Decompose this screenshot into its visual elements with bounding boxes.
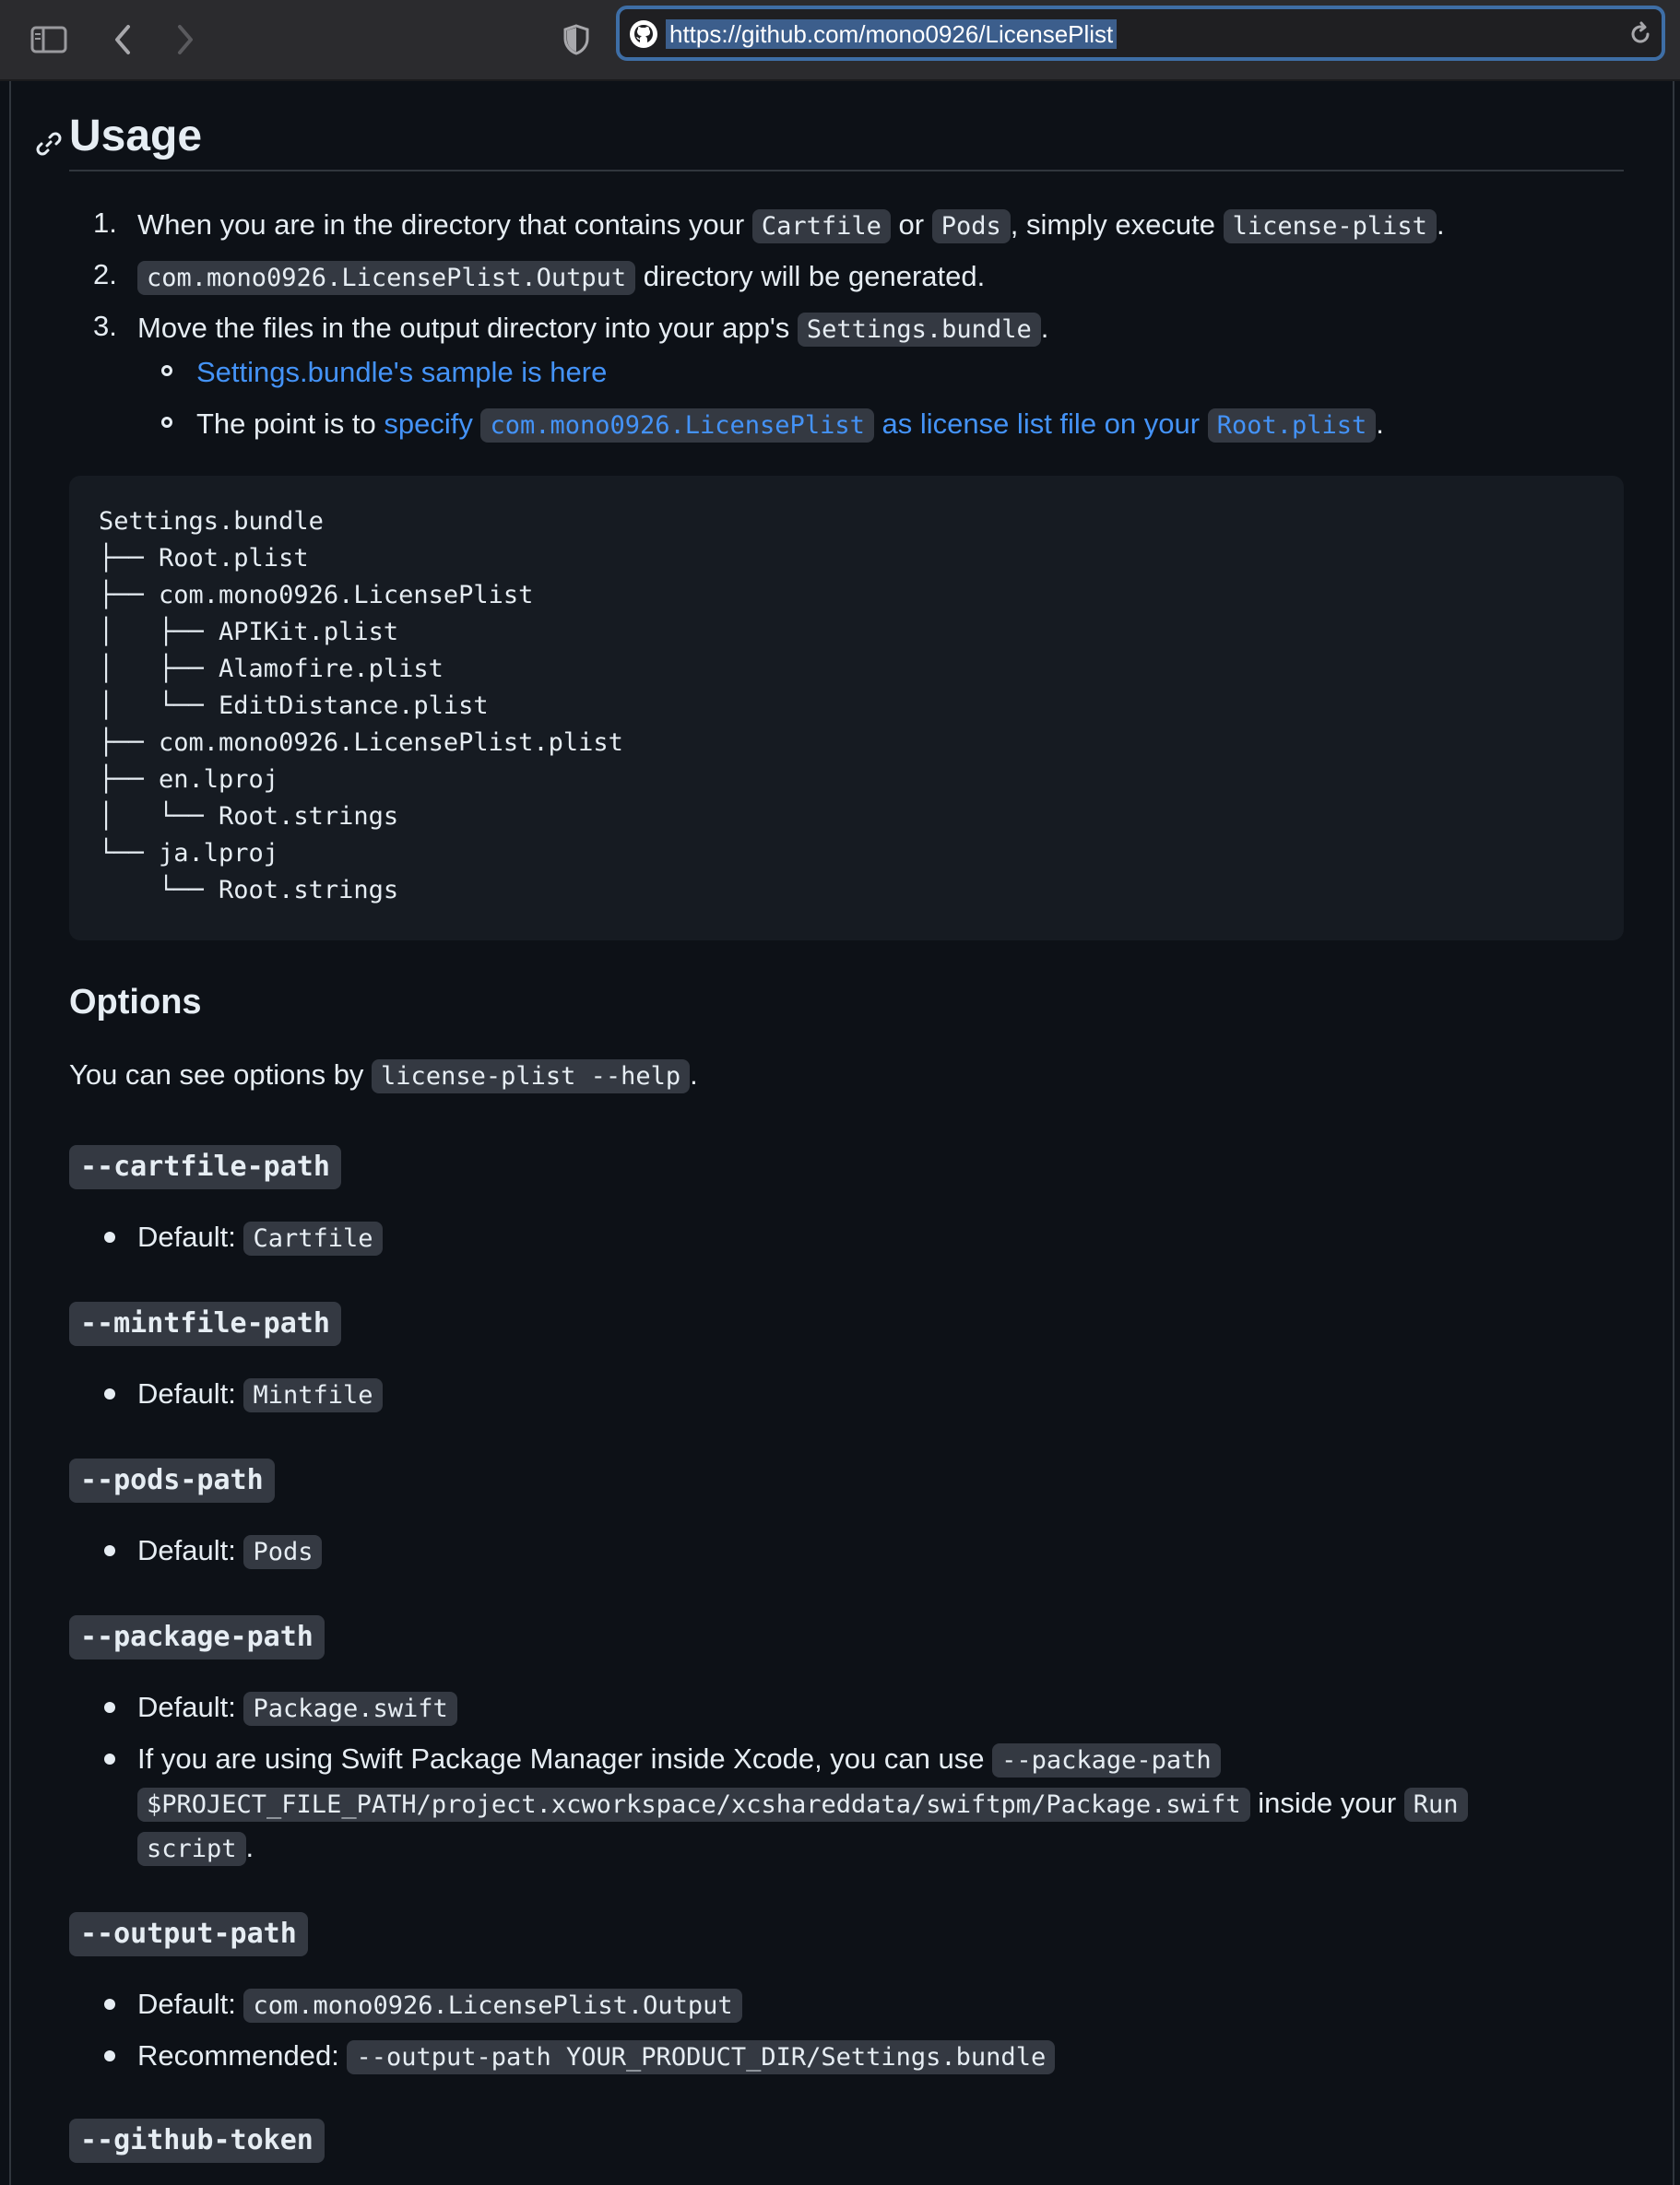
license-list-link[interactable]: as license list file on your bbox=[881, 407, 1201, 440]
inline-code-link[interactable]: Root.plist bbox=[1208, 408, 1377, 443]
inline-code: --output-path YOUR_PRODUCT_DIR/Settings.bundle bbox=[347, 2040, 1055, 2074]
inline-code: $PROJECT_FILE_PATH/project.xcworkspace/xcshareddata/swiftpm/Package.swift bbox=[137, 1788, 1250, 1822]
usage-step-3: Move the files in the output directory into your app's Settings.bundle . bbox=[137, 310, 1048, 348]
inline-code: Settings.bundle bbox=[798, 313, 1041, 347]
bullet bbox=[104, 2050, 115, 2061]
url-text[interactable]: https://github.com/mono0926/LicensePlist bbox=[666, 19, 1117, 49]
options-intro: You can see options by license-plist --help . bbox=[69, 1057, 698, 1095]
bullet bbox=[104, 1754, 115, 1765]
bullet bbox=[104, 1702, 115, 1713]
code-block bbox=[69, 476, 1624, 940]
bullet bbox=[161, 417, 172, 428]
browser-toolbar bbox=[0, 0, 1680, 81]
sidebar-toggle-icon[interactable] bbox=[26, 17, 72, 63]
inline-code: Pods bbox=[243, 1535, 322, 1569]
options-heading: Options bbox=[69, 983, 202, 1022]
usage-sub-item-2: The point is to specify com.mono0926.LicensePlist as license list file on your Root.plist . bbox=[196, 406, 1384, 444]
address-bar[interactable] bbox=[616, 6, 1665, 61]
bullet bbox=[161, 365, 172, 376]
bullet bbox=[104, 1545, 115, 1556]
option-pods-default: Default: Pods bbox=[137, 1532, 322, 1571]
option-pods-path-heading: --pods-path bbox=[69, 1459, 275, 1503]
list-number: 1. bbox=[93, 207, 117, 239]
inline-code: Run bbox=[1404, 1788, 1468, 1822]
list-number: 3. bbox=[93, 310, 117, 342]
file-tree: Settings.bundle ├── Root.plist ├── com.mono0926.LicensePlist │ ├── APIKit.plist │ ├── Alamofire.plist │ └── EditDistance.plist ├── com.mono0926.LicensePlist.plist ├── en.lproj │ └── Root.strings └── ja.lproj └── Root.strings bbox=[99, 507, 623, 904]
list-number: 2. bbox=[93, 258, 117, 290]
option-mintfile-path-heading: --mintfile-path bbox=[69, 1302, 341, 1346]
usage-step-2: com.mono0926.LicensePlist.Output directory will be generated. bbox=[137, 258, 985, 297]
option-mintfile-default: Default: Mintfile bbox=[137, 1376, 383, 1414]
inline-code: --package-path bbox=[992, 1743, 1221, 1778]
inline-code: script bbox=[137, 1832, 246, 1866]
reload-icon[interactable] bbox=[1627, 20, 1654, 48]
usage-heading: Usage bbox=[69, 100, 1624, 171]
option-package-path-heading: --package-path bbox=[69, 1615, 325, 1659]
page-viewport bbox=[9, 81, 1674, 2185]
inline-code: Mintfile bbox=[243, 1378, 382, 1412]
bullet bbox=[104, 1999, 115, 2010]
option-cartfile-default: Default: Cartfile bbox=[137, 1219, 383, 1258]
option-package-note-line-3: script . bbox=[137, 1829, 254, 1868]
option-package-note-line-1: If you are using Swift Package Manager inside Xcode, you can use --package-path bbox=[137, 1741, 1221, 1779]
inline-code: com.mono0926.LicensePlist.Output bbox=[137, 261, 635, 295]
option-github-token-heading: --github-token bbox=[69, 2119, 325, 2163]
option-output-recommended: Recommended: --output-path YOUR_PRODUCT_DIR/Settings.bundle bbox=[137, 2037, 1055, 2076]
option-output-default: Default: com.mono0926.LicensePlist.Output bbox=[137, 1986, 742, 2025]
option-package-note-line-2: $PROJECT_FILE_PATH/project.xcworkspace/xcshareddata/swiftpm/Package.swift inside your Run bbox=[137, 1785, 1468, 1824]
inline-code: license-plist --help bbox=[372, 1059, 690, 1093]
inline-code: Pods bbox=[932, 209, 1011, 243]
bullet bbox=[104, 1388, 115, 1400]
inline-code: Package.swift bbox=[243, 1692, 456, 1726]
option-output-path-heading: --output-path bbox=[69, 1912, 308, 1956]
option-package-default: Default: Package.swift bbox=[137, 1689, 457, 1728]
inline-code-link[interactable]: com.mono0926.LicensePlist bbox=[480, 408, 873, 443]
bullet bbox=[104, 1232, 115, 1243]
inline-code: Cartfile bbox=[243, 1222, 382, 1256]
inline-code: Cartfile bbox=[752, 209, 891, 243]
back-icon[interactable] bbox=[100, 17, 146, 63]
inline-code: com.mono0926.LicensePlist.Output bbox=[243, 1989, 741, 2023]
github-favicon-icon bbox=[629, 19, 658, 49]
sample-link[interactable]: Settings.bundle's sample is here bbox=[196, 356, 608, 388]
usage-sub-item-1 bbox=[196, 354, 607, 391]
inline-code: license-plist bbox=[1224, 209, 1437, 243]
usage-step-1: When you are in the directory that contains your Cartfile or Pods , simply execute license-plist . bbox=[137, 207, 1445, 245]
privacy-shield-icon[interactable] bbox=[553, 17, 599, 63]
specify-link[interactable]: specify bbox=[384, 407, 473, 440]
option-cartfile-path-heading: --cartfile-path bbox=[69, 1145, 341, 1189]
forward-icon[interactable] bbox=[162, 17, 208, 63]
anchor-link-icon[interactable] bbox=[34, 129, 64, 159]
